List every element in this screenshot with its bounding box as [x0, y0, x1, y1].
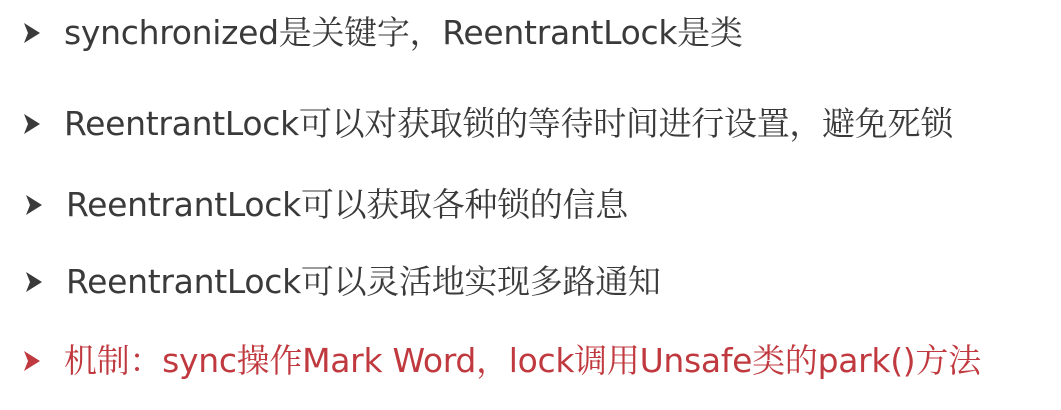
bullet-item-highlight: [22, 336, 981, 386]
bullet-item: [24, 257, 661, 307]
arrow-bullet-icon: [24, 192, 44, 218]
arrow-bullet-icon: [22, 348, 42, 374]
arrow-bullet-icon: [22, 111, 42, 137]
bullet-text: ReentrantLock可以对获取锁的等待时间进行设置，避免死锁: [64, 104, 953, 143]
bullet-text: synchronized是关键字，ReentrantLock是类: [64, 13, 743, 52]
arrow-bullet-icon: [22, 20, 42, 46]
arrow-bullet-icon: [24, 269, 44, 295]
bullet-item: [24, 180, 628, 230]
bullet-text: 机制：sync操作Mark Word，lock调用Unsafe类的park()方法: [64, 341, 981, 380]
bullet-text: ReentrantLock可以灵活地实现多路通知: [66, 262, 661, 301]
bullet-item: [22, 99, 953, 149]
bullet-item: [22, 8, 743, 58]
bullet-text: ReentrantLock可以获取各种锁的信息: [66, 185, 628, 224]
